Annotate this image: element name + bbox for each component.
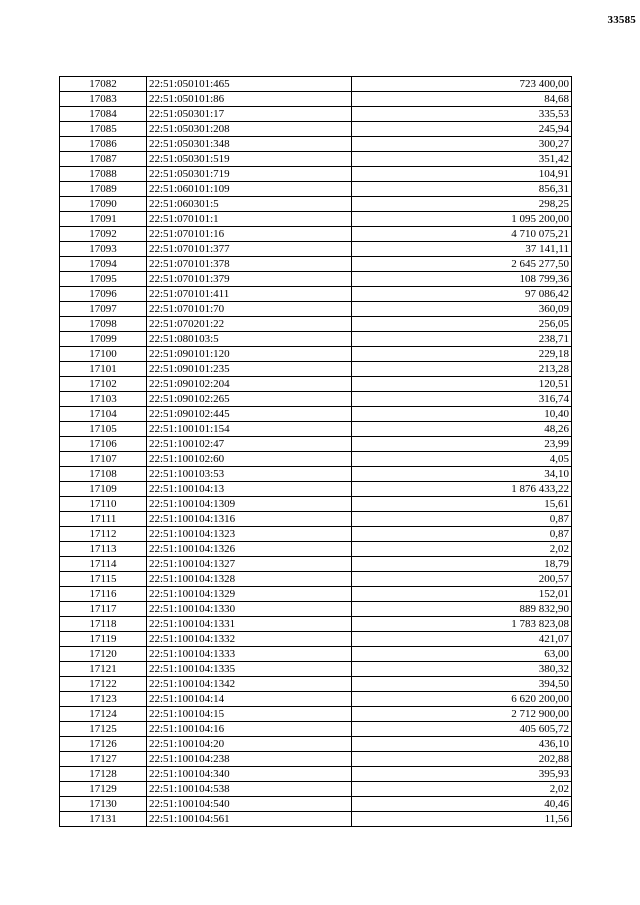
row-number-cell: 17086 xyxy=(60,137,147,152)
row-number-cell: 17117 xyxy=(60,602,147,617)
table-row xyxy=(60,497,572,512)
value-cell: 1 876 433,22 xyxy=(352,482,572,497)
row-number-cell: 17123 xyxy=(60,692,147,707)
value-cell: 10,40 xyxy=(352,407,572,422)
row-number-cell: 17100 xyxy=(60,347,147,362)
row-number-cell: 17111 xyxy=(60,512,147,527)
row-number-cell: 17107 xyxy=(60,452,147,467)
row-number-cell: 17118 xyxy=(60,617,147,632)
row-number-cell: 17113 xyxy=(60,542,147,557)
row-number-cell: 17102 xyxy=(60,377,147,392)
table-row xyxy=(60,512,572,527)
value-cell: 48,26 xyxy=(352,422,572,437)
cadastral-number-cell: 22:51:060301:5 xyxy=(147,197,352,212)
table-row xyxy=(60,752,572,767)
value-cell: 4 710 075,21 xyxy=(352,227,572,242)
value-cell: 120,51 xyxy=(352,377,572,392)
cadastral-number-cell: 22:51:070101:378 xyxy=(147,257,352,272)
table-row xyxy=(60,797,572,812)
value-cell: 394,50 xyxy=(352,677,572,692)
table-row xyxy=(60,422,572,437)
row-number-cell: 17091 xyxy=(60,212,147,227)
cadastral-number-cell: 22:51:050101:86 xyxy=(147,92,352,107)
table-row xyxy=(60,302,572,317)
row-number-cell: 17106 xyxy=(60,437,147,452)
table-row xyxy=(60,182,572,197)
cadastral-number-cell: 22:51:100104:16 xyxy=(147,722,352,737)
row-number-cell: 17109 xyxy=(60,482,147,497)
cadastral-number-cell: 22:51:100104:1342 xyxy=(147,677,352,692)
row-number-cell: 17124 xyxy=(60,707,147,722)
table-row xyxy=(60,242,572,257)
row-number-cell: 17095 xyxy=(60,272,147,287)
row-number-cell: 17089 xyxy=(60,182,147,197)
value-cell: 351,42 xyxy=(352,152,572,167)
value-cell: 335,53 xyxy=(352,107,572,122)
row-number-cell: 17120 xyxy=(60,647,147,662)
cadastral-number-cell: 22:51:100101:154 xyxy=(147,422,352,437)
row-number-cell: 17082 xyxy=(60,77,147,92)
value-cell: 2 645 277,50 xyxy=(352,257,572,272)
cadastral-number-cell: 22:51:090101:235 xyxy=(147,362,352,377)
row-number-cell: 17114 xyxy=(60,557,147,572)
cadastral-number-cell: 22:51:100104:1309 xyxy=(147,497,352,512)
value-cell: 421,07 xyxy=(352,632,572,647)
cadastral-number-cell: 22:51:060101:109 xyxy=(147,182,352,197)
value-cell: 104,91 xyxy=(352,167,572,182)
row-number-cell: 17119 xyxy=(60,632,147,647)
cadastral-number-cell: 22:51:100104:1326 xyxy=(147,542,352,557)
table-row xyxy=(60,812,572,827)
table-row xyxy=(60,557,572,572)
value-cell: 723 400,00 xyxy=(352,77,572,92)
table-row xyxy=(60,272,572,287)
table-row xyxy=(60,392,572,407)
table-row xyxy=(60,107,572,122)
cadastral-number-cell: 22:51:100104:340 xyxy=(147,767,352,782)
row-number-cell: 17129 xyxy=(60,782,147,797)
value-cell: 18,79 xyxy=(352,557,572,572)
table-row xyxy=(60,527,572,542)
value-cell: 23,99 xyxy=(352,437,572,452)
table-row xyxy=(60,482,572,497)
value-cell: 0,87 xyxy=(352,512,572,527)
row-number-cell: 17096 xyxy=(60,287,147,302)
cadastral-number-cell: 22:51:100104:14 xyxy=(147,692,352,707)
value-cell: 1 095 200,00 xyxy=(352,212,572,227)
value-cell: 298,25 xyxy=(352,197,572,212)
table-row xyxy=(60,662,572,677)
value-cell: 889 832,90 xyxy=(352,602,572,617)
cadastral-number-cell: 22:51:100104:1333 xyxy=(147,647,352,662)
cadastral-number-cell: 22:51:100104:538 xyxy=(147,782,352,797)
value-cell: 202,88 xyxy=(352,752,572,767)
cadastral-number-cell: 22:51:100104:540 xyxy=(147,797,352,812)
cadastral-number-cell: 22:51:100104:1329 xyxy=(147,587,352,602)
cadastral-number-cell: 22:51:100102:47 xyxy=(147,437,352,452)
table-row xyxy=(60,332,572,347)
cadastral-number-cell: 22:51:100104:1316 xyxy=(147,512,352,527)
cadastral-number-cell: 22:51:070101:411 xyxy=(147,287,352,302)
row-number-cell: 17101 xyxy=(60,362,147,377)
table-row xyxy=(60,212,572,227)
value-cell: 856,31 xyxy=(352,182,572,197)
cadastral-number-cell: 22:51:070101:379 xyxy=(147,272,352,287)
value-cell: 63,00 xyxy=(352,647,572,662)
value-cell: 213,28 xyxy=(352,362,572,377)
value-cell: 395,93 xyxy=(352,767,572,782)
row-number-cell: 17088 xyxy=(60,167,147,182)
cadastral-number-cell: 22:51:100104:1323 xyxy=(147,527,352,542)
cadastral-number-cell: 22:51:050301:348 xyxy=(147,137,352,152)
row-number-cell: 17104 xyxy=(60,407,147,422)
table-body xyxy=(60,77,572,827)
row-number-cell: 17105 xyxy=(60,422,147,437)
cadastral-number-cell: 22:51:100104:1330 xyxy=(147,602,352,617)
row-number-cell: 17099 xyxy=(60,332,147,347)
value-cell: 245,94 xyxy=(352,122,572,137)
table-row xyxy=(60,407,572,422)
value-cell: 97 086,42 xyxy=(352,287,572,302)
row-number-cell: 17094 xyxy=(60,257,147,272)
value-cell: 37 141,11 xyxy=(352,242,572,257)
table-row xyxy=(60,287,572,302)
table-row xyxy=(60,152,572,167)
page-number: 33585 xyxy=(607,14,636,26)
value-cell: 316,74 xyxy=(352,392,572,407)
row-number-cell: 17131 xyxy=(60,812,147,827)
cadastral-number-cell: 22:51:070101:16 xyxy=(147,227,352,242)
row-number-cell: 17103 xyxy=(60,392,147,407)
cadastral-number-cell: 22:51:100102:60 xyxy=(147,452,352,467)
cadastral-value-table xyxy=(59,76,572,827)
value-cell: 256,05 xyxy=(352,317,572,332)
table-row xyxy=(60,77,572,92)
table-row xyxy=(60,737,572,752)
cadastral-number-cell: 22:51:100104:561 xyxy=(147,812,352,827)
row-number-cell: 17108 xyxy=(60,467,147,482)
value-cell: 15,61 xyxy=(352,497,572,512)
cadastral-number-cell: 22:51:050301:719 xyxy=(147,167,352,182)
cadastral-number-cell: 22:51:100104:20 xyxy=(147,737,352,752)
table-row xyxy=(60,617,572,632)
row-number-cell: 17110 xyxy=(60,497,147,512)
value-cell: 229,18 xyxy=(352,347,572,362)
value-cell: 2,02 xyxy=(352,542,572,557)
table-row xyxy=(60,167,572,182)
value-cell: 84,68 xyxy=(352,92,572,107)
row-number-cell: 17112 xyxy=(60,527,147,542)
table-row xyxy=(60,722,572,737)
table-row xyxy=(60,692,572,707)
row-number-cell: 17130 xyxy=(60,797,147,812)
cadastral-number-cell: 22:51:070101:70 xyxy=(147,302,352,317)
table-row xyxy=(60,227,572,242)
cadastral-number-cell: 22:51:090102:445 xyxy=(147,407,352,422)
value-cell: 4,05 xyxy=(352,452,572,467)
row-number-cell: 17093 xyxy=(60,242,147,257)
value-cell: 1 783 823,08 xyxy=(352,617,572,632)
value-cell: 0,87 xyxy=(352,527,572,542)
row-number-cell: 17085 xyxy=(60,122,147,137)
cadastral-number-cell: 22:51:100104:1331 xyxy=(147,617,352,632)
table-row xyxy=(60,707,572,722)
row-number-cell: 17083 xyxy=(60,92,147,107)
cadastral-number-cell: 22:51:100104:13 xyxy=(147,482,352,497)
table-row xyxy=(60,92,572,107)
cadastral-number-cell: 22:51:090102:204 xyxy=(147,377,352,392)
row-number-cell: 17097 xyxy=(60,302,147,317)
value-cell: 11,56 xyxy=(352,812,572,827)
cadastral-number-cell: 22:51:090102:265 xyxy=(147,392,352,407)
table-row xyxy=(60,602,572,617)
cadastral-number-cell: 22:51:080103:5 xyxy=(147,332,352,347)
table-row xyxy=(60,782,572,797)
value-cell: 360,09 xyxy=(352,302,572,317)
value-cell: 405 605,72 xyxy=(352,722,572,737)
row-number-cell: 17125 xyxy=(60,722,147,737)
row-number-cell: 17087 xyxy=(60,152,147,167)
table-row xyxy=(60,647,572,662)
table-row xyxy=(60,197,572,212)
row-number-cell: 17090 xyxy=(60,197,147,212)
cadastral-number-cell: 22:51:050301:519 xyxy=(147,152,352,167)
value-cell: 300,27 xyxy=(352,137,572,152)
value-cell: 238,71 xyxy=(352,332,572,347)
row-number-cell: 17128 xyxy=(60,767,147,782)
cadastral-number-cell: 22:51:070101:377 xyxy=(147,242,352,257)
value-cell: 34,10 xyxy=(352,467,572,482)
cadastral-number-cell: 22:51:050301:17 xyxy=(147,107,352,122)
row-number-cell: 17092 xyxy=(60,227,147,242)
row-number-cell: 17084 xyxy=(60,107,147,122)
value-cell: 436,10 xyxy=(352,737,572,752)
row-number-cell: 17127 xyxy=(60,752,147,767)
table-row xyxy=(60,437,572,452)
table-row xyxy=(60,137,572,152)
table-row xyxy=(60,542,572,557)
cadastral-number-cell: 22:51:100104:15 xyxy=(147,707,352,722)
cadastral-number-cell: 22:51:100103:53 xyxy=(147,467,352,482)
cadastral-number-cell: 22:51:070201:22 xyxy=(147,317,352,332)
table-row xyxy=(60,767,572,782)
table-row xyxy=(60,347,572,362)
table-row xyxy=(60,362,572,377)
table-row xyxy=(60,377,572,392)
value-cell: 108 799,36 xyxy=(352,272,572,287)
row-number-cell: 17122 xyxy=(60,677,147,692)
cadastral-number-cell: 22:51:090101:120 xyxy=(147,347,352,362)
cadastral-number-cell: 22:51:100104:1335 xyxy=(147,662,352,677)
value-cell: 152,01 xyxy=(352,587,572,602)
cadastral-number-cell: 22:51:100104:1328 xyxy=(147,572,352,587)
table-row xyxy=(60,467,572,482)
value-cell: 2 712 900,00 xyxy=(352,707,572,722)
table-row xyxy=(60,317,572,332)
cadastral-number-cell: 22:51:100104:1327 xyxy=(147,557,352,572)
row-number-cell: 17126 xyxy=(60,737,147,752)
row-number-cell: 17121 xyxy=(60,662,147,677)
cadastral-number-cell: 22:51:100104:238 xyxy=(147,752,352,767)
cadastral-number-cell: 22:51:100104:1332 xyxy=(147,632,352,647)
cadastral-number-cell: 22:51:050101:465 xyxy=(147,77,352,92)
row-number-cell: 17115 xyxy=(60,572,147,587)
table-row xyxy=(60,122,572,137)
table-row xyxy=(60,452,572,467)
row-number-cell: 17116 xyxy=(60,587,147,602)
table-row xyxy=(60,677,572,692)
value-cell: 6 620 200,00 xyxy=(352,692,572,707)
table-row xyxy=(60,257,572,272)
value-cell: 200,57 xyxy=(352,572,572,587)
table-row xyxy=(60,572,572,587)
value-cell: 380,32 xyxy=(352,662,572,677)
table-row xyxy=(60,632,572,647)
table-row xyxy=(60,587,572,602)
value-cell: 40,46 xyxy=(352,797,572,812)
cadastral-number-cell: 22:51:070101:1 xyxy=(147,212,352,227)
value-cell: 2,02 xyxy=(352,782,572,797)
row-number-cell: 17098 xyxy=(60,317,147,332)
cadastral-number-cell: 22:51:050301:208 xyxy=(147,122,352,137)
